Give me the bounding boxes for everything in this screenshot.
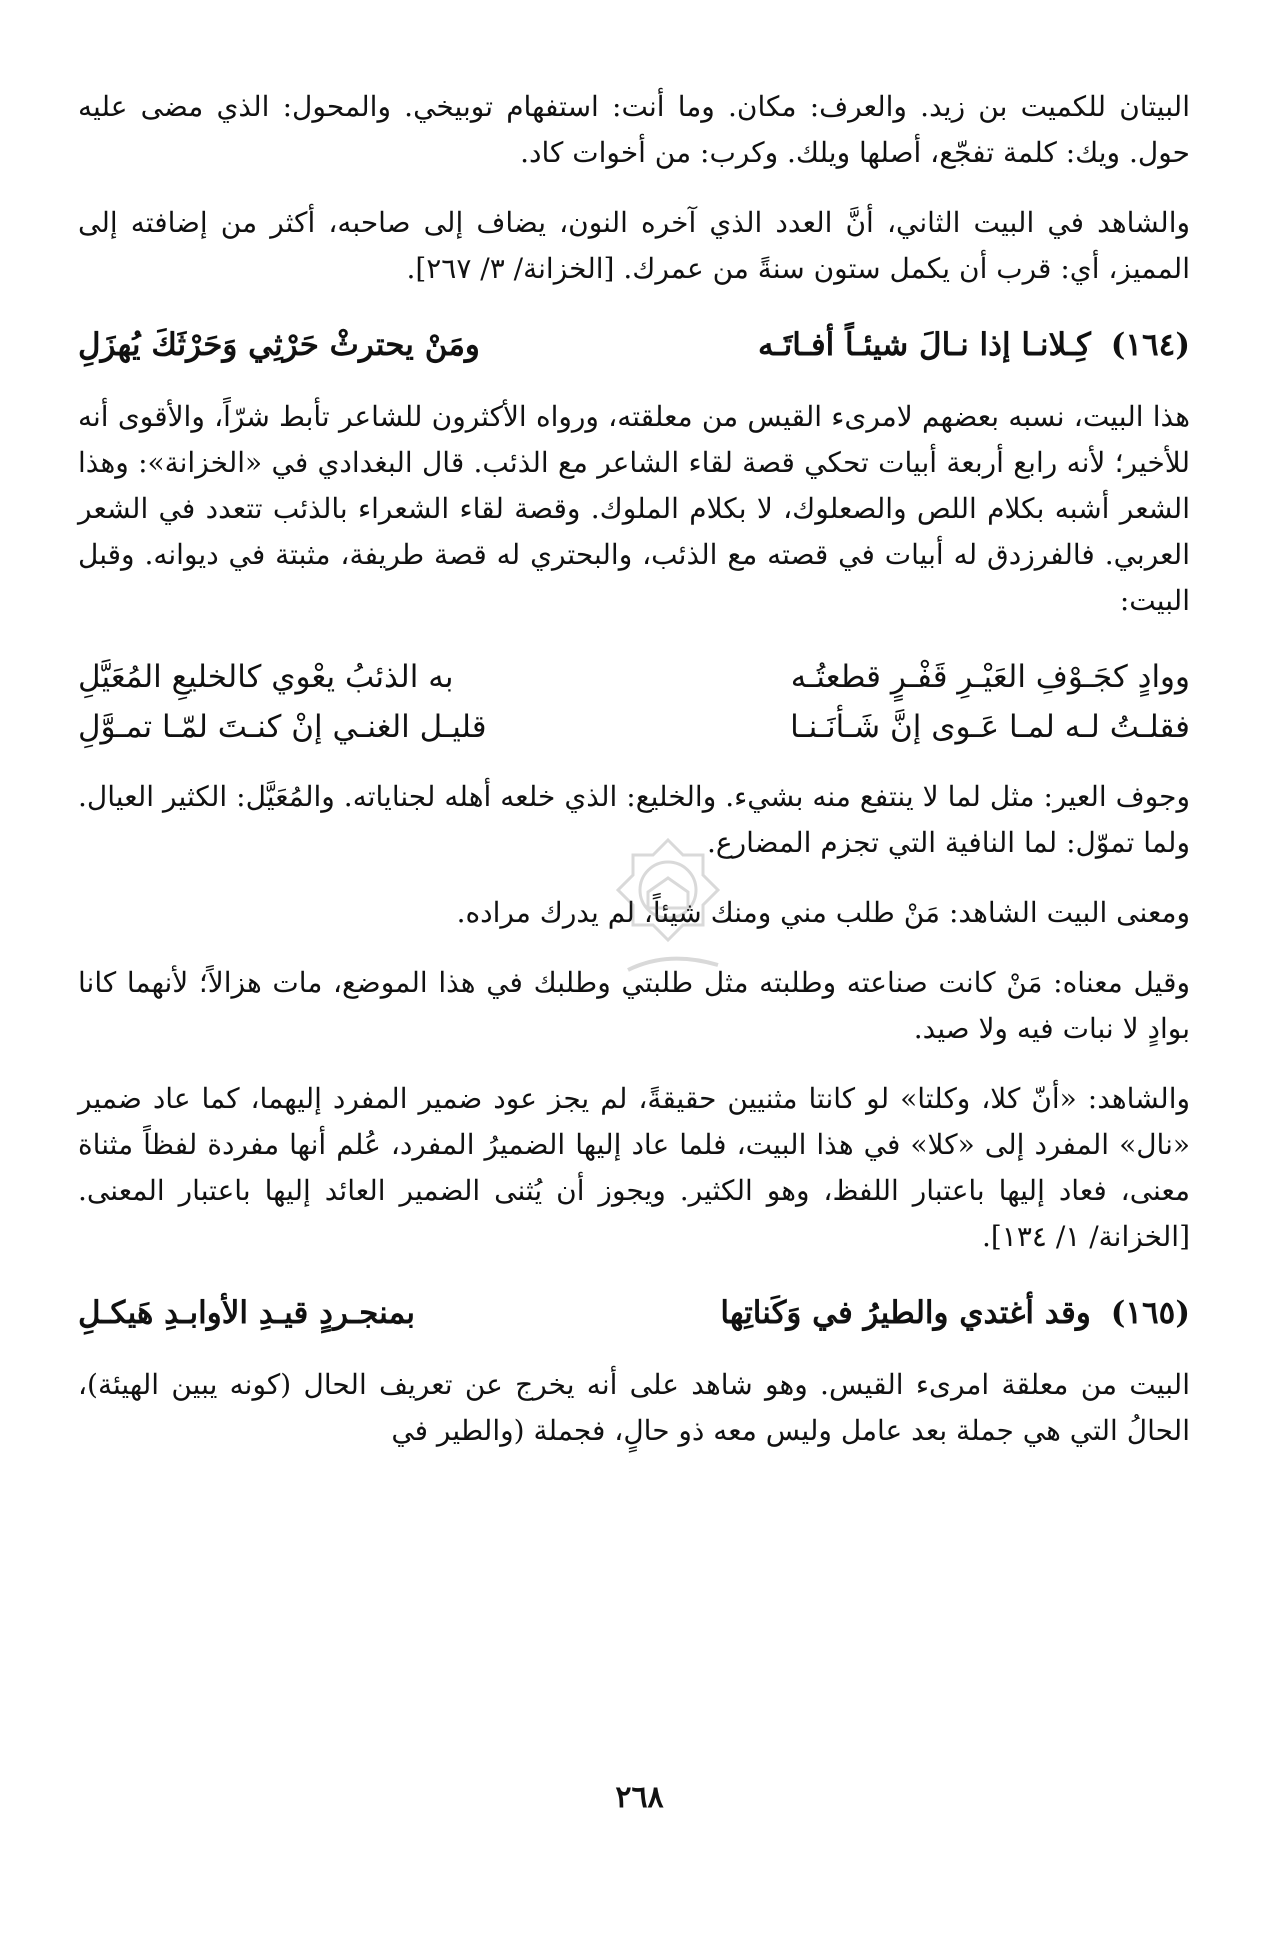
- poem-line: [78, 702, 1190, 752]
- page-body: [78, 84, 1190, 1482]
- paragraph-1: البيتان للكميت بن زيد. والعرف: مكان. وما أنت: استفهام توبيخي. والمحول: الذي مضى عليه حول. ويك: كلمة تفجّع، أصلها ويلك. وكرب: من أخوات كاد.: [78, 90, 1190, 169]
- paragraph-meaning: ومعنى البيت الشاهد: مَنْ طلب مني ومنك شيئاً، لم يدرك مراده.: [456, 896, 1190, 929]
- hemistich: ومَنْ يحترثْ حَرْثِي وَحَرْثَكَ يُهزَلِ: [78, 327, 480, 363]
- verse-number: (١٦٥): [1110, 1295, 1190, 1331]
- paragraph-164-commentary: هذا البيت، نسبه بعضهم لامرىء القيس من معلقته، ورواه الأكثرون للشاعر تأبط شرّاً، والأقوى أنه للأخير؛ لأنه رابع أربعة أبيات تحكي قصة لقاء الشاعر مع الذئب. قال البغدادي في «الخزانة»: وهذا الشعر أشبه بكلام اللص والصعلوك، لا بكلام الملوك. وقصة لقاء الشعراء بالذئب تتعدد في الشعر العربي. فالفرزدق له أبيات في قصته مع الذئب، والبحتري له قصة طريفة، مثبتة في ديوانه. وقبل البيت:: [78, 400, 1190, 617]
- hemistich: به الذئبُ يعْوي كالخليعِ المُعَيَّلِ: [78, 659, 454, 695]
- hemistich: ووادٍ كجَـوْفِ العَيْـرِ قَفْـرٍ قطعتُـه: [790, 659, 1190, 695]
- hemistich: كِـلانـا إذا نـالَ شيئـاً أفـاتَـه: [757, 327, 1091, 363]
- hemistich: بمنجـردٍ قيـدِ الأوابـدِ هَيكـلِ: [78, 1295, 416, 1331]
- paragraph-165-commentary: البيت من معلقة امرىء القيس. وهو شاهد على أنه يخرج عن تعريف الحال (كونه يبين الهيئة)، الحالُ التي هي جملة بعد عامل وليس معه ذو حالٍ، فجملة (والطير في: [78, 1368, 1190, 1447]
- preceding-verses: [78, 652, 1190, 752]
- verse-number: (١٦٤): [1110, 327, 1190, 363]
- hemistich: وقد أغتدي والطيرُ في وَكَناتِها: [720, 1295, 1091, 1331]
- hemistich: فقلـتُ لـه لمـا عَـوى إنَّ شَـأنَـنـا: [790, 709, 1190, 745]
- paragraph-alt-meaning: وقيل معناه: مَنْ كانت صناعته وطلبته مثل طلبتي وطلبك في هذا الموضع، مات هزالاً؛ لأنهما كانا بوادٍ لا نبات فيه ولا صيد.: [78, 966, 1190, 1045]
- poem-line: [78, 652, 1190, 702]
- paragraph-glossary: وجوف العير: مثل لما لا ينتفع منه بشيء. والخليع: الذي خلعه أهله لجناياته. والمُعَيَّل: الكثير العيال. ولما تموّل: لما النافية التي تجزم المضارع.: [78, 780, 1190, 859]
- verse-165-first-half: [720, 1288, 1190, 1338]
- paragraph-2: والشاهد في البيت الثاني، أنَّ العدد الذي آخره النون، يضاف إلى صاحبه، أكثر من إضافته إلى المميز، أي: قرب أن يكمل ستون سنةً من عمرك. [الخزانة/ ٣/ ٢٦٧].: [78, 206, 1190, 285]
- hemistich: قليـل الغنـي إنْ كنـتَ لمّـا تمـوَّلِ: [78, 709, 487, 745]
- verse-164-first-half: [758, 320, 1190, 370]
- page-number: ٢٦٨: [615, 1780, 664, 1815]
- verse-165: [78, 1288, 1190, 1338]
- paragraph-evidence: والشاهد: «أنّ كلا، وكلتا» لو كانتا مثنيين حقيقةً، لم يجز عود ضمير المفرد إليهما، كما عاد ضمير «نال» المفرد إلى «كلا» في هذا البيت، فلما عاد إليها الضميرُ المفرد، عُلم أنها مفردة لفظاً مثناة معنى، فعاد إليها باعتبار اللفظ، وهو الكثير. ويجوز أن يُثنى الضمير العائد إليها باعتبار المعنى. [الخزانة/ ١/ ١٣٤].: [78, 1082, 1190, 1253]
- verse-164: [78, 320, 1190, 370]
